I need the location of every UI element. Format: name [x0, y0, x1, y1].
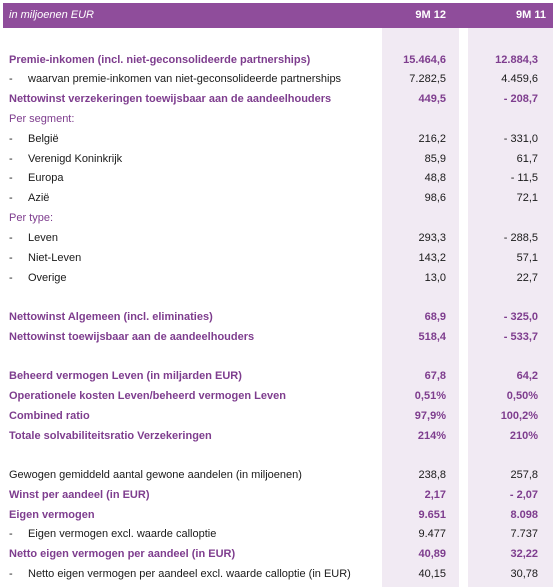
row-label: Verenigd Koninkrijk — [28, 153, 123, 165]
row-bullet-dash: - — [9, 272, 13, 284]
cell-9m11: 210% — [509, 430, 538, 442]
table-row — [3, 367, 553, 386]
cell-9m12: 0,51% — [414, 390, 446, 402]
table-row — [3, 269, 553, 288]
row-bullet-dash: - — [9, 528, 13, 540]
table-row — [3, 110, 553, 129]
table-header — [3, 3, 553, 28]
table-row — [3, 249, 553, 268]
column-header-9m12: 9M 12 — [415, 9, 446, 21]
cell-9m11: 7.737 — [510, 528, 538, 540]
cell-9m12: 9.477 — [418, 528, 446, 540]
cell-9m11: - 331,0 — [503, 133, 538, 145]
row-label: Nettowinst verzekeringen toewijsbaar aan de aandeelhouders — [9, 93, 332, 105]
cell-9m12: 216,2 — [418, 133, 446, 145]
table-row — [3, 308, 553, 327]
row-bullet-dash: - — [9, 133, 13, 145]
cell-9m11: 257,8 — [510, 469, 538, 481]
row-label: Totale solvabiliteitsratio Verzekeringen — [9, 430, 212, 442]
cell-9m12: 97,9% — [414, 410, 446, 422]
cell-9m11: 100,2% — [500, 410, 538, 422]
row-label: Combined ratio — [9, 410, 90, 422]
cell-9m12: 9.651 — [418, 509, 446, 521]
cell-9m11: 12.884,3 — [495, 54, 538, 66]
cell-9m12: 214% — [417, 430, 446, 442]
table-row — [3, 486, 553, 505]
table-row — [3, 150, 553, 169]
cell-9m12: 98,6 — [424, 192, 446, 204]
cell-9m12: 85,9 — [424, 153, 446, 165]
row-label: Azië — [28, 192, 50, 204]
table-row — [3, 545, 553, 564]
row-label: waarvan premie-inkomen van niet-geconsolideerde partnerships — [28, 73, 342, 85]
table-row — [3, 70, 553, 89]
cell-9m11: - 11,5 — [510, 172, 538, 184]
row-label: Premie-inkomen (incl. niet-geconsolideerde partnerships) — [9, 54, 311, 66]
cell-9m12: 15.464,6 — [403, 54, 446, 66]
cell-9m11: - 208,7 — [503, 93, 538, 105]
row-label: Gewogen gemiddeld aantal gewone aandelen (in miljoenen) — [9, 469, 302, 481]
row-label: Eigen vermogen excl. waarde calloptie — [28, 528, 217, 540]
cell-9m12: 449,5 — [418, 93, 446, 105]
row-bullet-dash: - — [9, 568, 13, 580]
row-label: Beheerd vermogen Leven (in miljarden EUR) — [9, 370, 242, 382]
cell-9m11: 30,78 — [510, 568, 538, 580]
cell-9m12: 518,4 — [418, 331, 446, 343]
cell-9m11: - 533,7 — [503, 331, 538, 343]
table-row — [3, 506, 553, 525]
table-row — [3, 466, 553, 485]
row-bullet-dash: - — [9, 252, 13, 264]
row-label: Netto eigen vermogen per aandeel (in EUR) — [9, 548, 236, 560]
table-row — [3, 130, 553, 149]
cell-9m12: 238,8 — [418, 469, 446, 481]
unit-label: in miljoenen EUR — [9, 9, 94, 21]
row-label: Per type: — [9, 212, 54, 224]
table-row — [3, 387, 553, 406]
column-header-9m11: 9M 11 — [516, 9, 546, 21]
cell-9m12: 40,89 — [418, 548, 446, 560]
table-row — [3, 90, 553, 109]
table-row — [3, 407, 553, 426]
row-label: Operationele kosten Leven/beheerd vermogen Leven — [9, 390, 286, 402]
table-row — [3, 525, 553, 544]
cell-9m11: 22,7 — [516, 272, 538, 284]
cell-9m12: 2,17 — [424, 489, 446, 501]
row-bullet-dash: - — [9, 192, 13, 204]
cell-9m11: 72,1 — [516, 192, 538, 204]
cell-9m11: 4.459,6 — [501, 73, 538, 85]
row-bullet-dash: - — [9, 232, 13, 244]
row-label: Overige — [28, 272, 67, 284]
cell-9m11: - 325,0 — [503, 311, 538, 323]
row-label: Leven — [28, 232, 58, 244]
table-row — [3, 328, 553, 347]
row-label: Netto eigen vermogen per aandeel excl. waarde calloptie (in EUR) — [28, 568, 351, 580]
cell-9m11: 8.098 — [510, 509, 538, 521]
table-row — [3, 169, 553, 188]
cell-9m12: 293,3 — [418, 232, 446, 244]
row-label: Niet-Leven — [28, 252, 82, 264]
cell-9m11: 0,50% — [506, 390, 538, 402]
cell-9m12: 13,0 — [424, 272, 446, 284]
row-label: België — [28, 133, 59, 145]
cell-9m12: 68,9 — [424, 311, 446, 323]
table-row — [3, 209, 553, 228]
cell-9m11: 64,2 — [516, 370, 538, 382]
cell-9m11: 61,7 — [516, 153, 538, 165]
table-row — [3, 427, 553, 446]
financial-results-table — [3, 3, 553, 580]
cell-9m11: 32,22 — [510, 548, 538, 560]
row-bullet-dash: - — [9, 172, 13, 184]
table-row — [3, 51, 553, 70]
cell-9m12: 143,2 — [418, 252, 446, 264]
table-row — [3, 229, 553, 248]
cell-9m12: 7.282,5 — [409, 73, 446, 85]
cell-9m12: 40,15 — [418, 568, 446, 580]
row-label: Eigen vermogen — [9, 509, 95, 521]
cell-9m12: 67,8 — [424, 370, 446, 382]
table-row — [3, 565, 553, 584]
row-label: Nettowinst Algemeen (incl. eliminaties) — [9, 311, 213, 323]
cell-9m11: - 288,5 — [503, 232, 538, 244]
row-bullet-dash: - — [9, 73, 13, 85]
cell-9m11: 57,1 — [516, 252, 538, 264]
row-label: Per segment: — [9, 113, 75, 125]
table-row — [3, 189, 553, 208]
row-label: Nettowinst toewijsbaar aan de aandeelhouders — [9, 331, 255, 343]
cell-9m12: 48,8 — [424, 172, 446, 184]
row-bullet-dash: - — [9, 153, 13, 165]
cell-9m11: - 2,07 — [509, 489, 538, 501]
row-label: Winst per aandeel (in EUR) — [9, 489, 150, 501]
row-label: Europa — [28, 172, 64, 184]
